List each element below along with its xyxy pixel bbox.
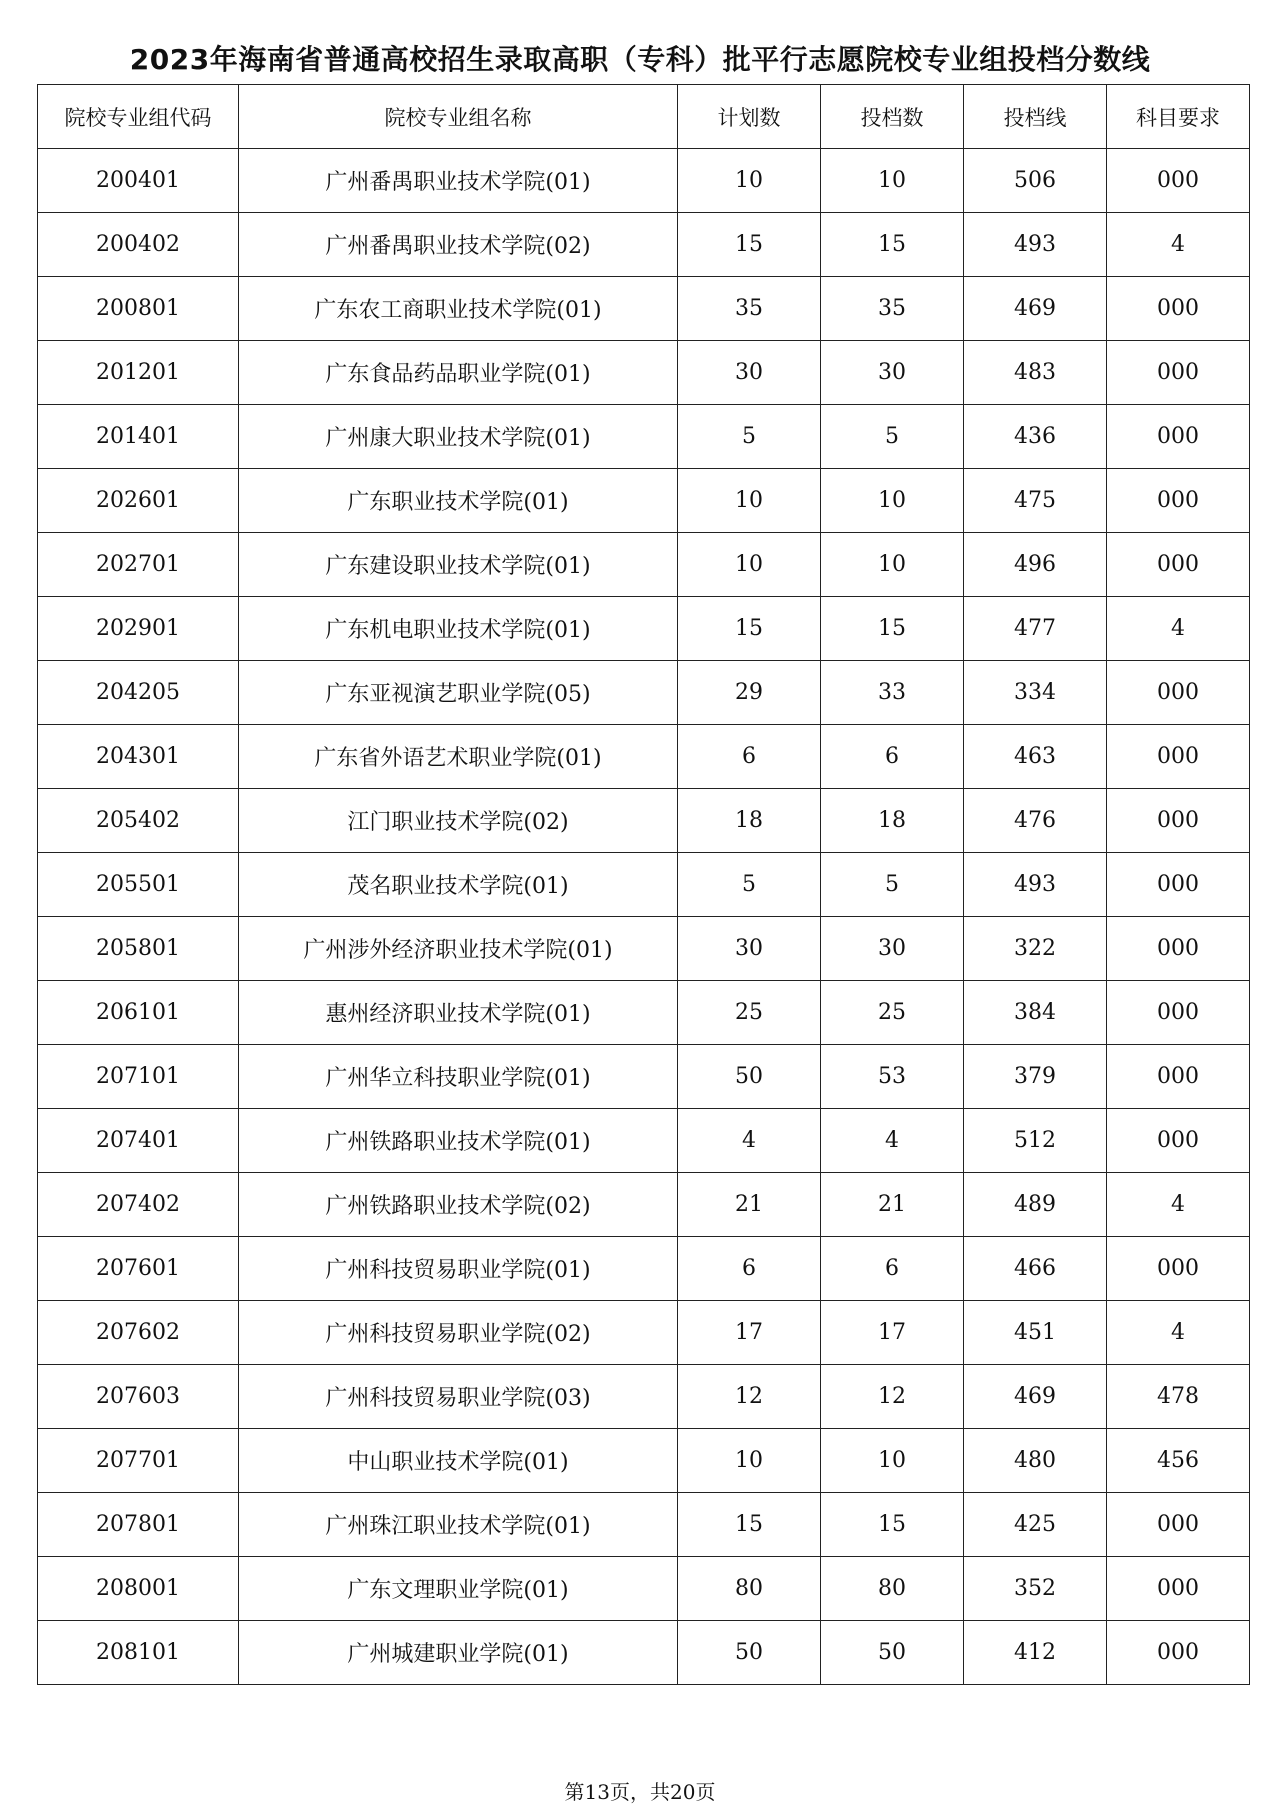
group-code-cell: 202701	[38, 533, 239, 597]
score-line-cell: 480	[964, 1429, 1107, 1493]
admit-count-cell: 6	[821, 1237, 964, 1301]
admit-count-cell: 17	[821, 1301, 964, 1365]
plan-count-cell: 29	[678, 661, 821, 725]
table-row	[38, 1173, 1250, 1237]
group-name-cell: 惠州经济职业技术学院(01)	[239, 981, 678, 1045]
admit-count-cell: 10	[821, 149, 964, 213]
table-row	[38, 277, 1250, 341]
table-row	[38, 1045, 1250, 1109]
subject-req-cell: 000	[1107, 981, 1250, 1045]
group-name-cell: 广东农工商职业技术学院(01)	[239, 277, 678, 341]
table-row	[38, 1429, 1250, 1493]
group-code-cell: 207101	[38, 1045, 239, 1109]
plan-count-cell: 5	[678, 405, 821, 469]
group-code-cell: 208001	[38, 1557, 239, 1621]
admit-count-cell: 10	[821, 533, 964, 597]
group-code-cell: 201401	[38, 405, 239, 469]
table-row	[38, 661, 1250, 725]
group-code-cell: 207603	[38, 1365, 239, 1429]
admit-count-cell: 5	[821, 853, 964, 917]
group-code-cell: 200401	[38, 149, 239, 213]
group-name-cell: 广东文理职业学院(01)	[239, 1557, 678, 1621]
group-code-cell: 202901	[38, 597, 239, 661]
table-row	[38, 213, 1250, 277]
group-name-cell: 广州铁路职业技术学院(01)	[239, 1109, 678, 1173]
admit-count-cell: 33	[821, 661, 964, 725]
group-code-cell: 208101	[38, 1621, 239, 1685]
score-line-cell: 436	[964, 405, 1107, 469]
score-line-cell: 496	[964, 533, 1107, 597]
table-row	[38, 533, 1250, 597]
group-name-cell: 广东省外语艺术职业学院(01)	[239, 725, 678, 789]
subject-req-cell: 000	[1107, 917, 1250, 981]
subject-req-cell: 478	[1107, 1365, 1250, 1429]
header-subject-req: 科目要求	[1107, 85, 1250, 149]
table-row	[38, 1109, 1250, 1173]
group-name-cell: 广州科技贸易职业学院(03)	[239, 1365, 678, 1429]
group-name-cell: 中山职业技术学院(01)	[239, 1429, 678, 1493]
plan-count-cell: 10	[678, 533, 821, 597]
subject-req-cell: 456	[1107, 1429, 1250, 1493]
admit-count-cell: 5	[821, 405, 964, 469]
admit-count-cell: 10	[821, 1429, 964, 1493]
subject-req-cell: 000	[1107, 1557, 1250, 1621]
subject-req-cell: 000	[1107, 789, 1250, 853]
group-name-cell: 广州科技贸易职业学院(01)	[239, 1237, 678, 1301]
subject-req-cell: 4	[1107, 597, 1250, 661]
score-line-cell: 475	[964, 469, 1107, 533]
group-name-cell: 广州科技贸易职业学院(02)	[239, 1301, 678, 1365]
group-code-cell: 205402	[38, 789, 239, 853]
admit-count-cell: 18	[821, 789, 964, 853]
plan-count-cell: 6	[678, 1237, 821, 1301]
group-name-cell: 广东机电职业技术学院(01)	[239, 597, 678, 661]
group-name-cell: 广州铁路职业技术学院(02)	[239, 1173, 678, 1237]
group-name-cell: 广东职业技术学院(01)	[239, 469, 678, 533]
score-line-cell: 334	[964, 661, 1107, 725]
score-line-cell: 352	[964, 1557, 1107, 1621]
score-line-cell: 469	[964, 1365, 1107, 1429]
admit-count-cell: 15	[821, 1493, 964, 1557]
score-line-cell: 506	[964, 149, 1107, 213]
admit-count-cell: 30	[821, 917, 964, 981]
plan-count-cell: 21	[678, 1173, 821, 1237]
score-table	[37, 84, 1250, 1685]
subject-req-cell: 000	[1107, 661, 1250, 725]
group-code-cell: 207401	[38, 1109, 239, 1173]
group-name-cell: 广州珠江职业技术学院(01)	[239, 1493, 678, 1557]
header-group-code: 院校专业组代码	[38, 85, 239, 149]
group-name-cell: 广州城建职业学院(01)	[239, 1621, 678, 1685]
plan-count-cell: 10	[678, 469, 821, 533]
plan-count-cell: 80	[678, 1557, 821, 1621]
score-line-cell: 483	[964, 341, 1107, 405]
table-row	[38, 405, 1250, 469]
table-row	[38, 597, 1250, 661]
subject-req-cell: 000	[1107, 1621, 1250, 1685]
plan-count-cell: 30	[678, 341, 821, 405]
admit-count-cell: 21	[821, 1173, 964, 1237]
subject-req-cell: 000	[1107, 1045, 1250, 1109]
score-line-cell: 469	[964, 277, 1107, 341]
table-row	[38, 1301, 1250, 1365]
admit-count-cell: 15	[821, 597, 964, 661]
subject-req-cell: 000	[1107, 533, 1250, 597]
group-name-cell: 广东亚视演艺职业学院(05)	[239, 661, 678, 725]
subject-req-cell: 000	[1107, 469, 1250, 533]
group-code-cell: 205501	[38, 853, 239, 917]
group-code-cell: 207701	[38, 1429, 239, 1493]
page-title: 2023年海南省普通高校招生录取高职（专科）批平行志愿院校专业组投档分数线	[129, 43, 1151, 76]
admit-count-cell: 25	[821, 981, 964, 1045]
table-row	[38, 1493, 1250, 1557]
admit-count-cell: 12	[821, 1365, 964, 1429]
score-line-cell: 463	[964, 725, 1107, 789]
group-code-cell: 202601	[38, 469, 239, 533]
score-line-cell: 466	[964, 1237, 1107, 1301]
table-row	[38, 1557, 1250, 1621]
plan-count-cell: 10	[678, 149, 821, 213]
score-line-cell: 322	[964, 917, 1107, 981]
score-line-cell: 379	[964, 1045, 1107, 1109]
score-line-cell: 412	[964, 1621, 1107, 1685]
table-row	[38, 917, 1250, 981]
score-line-cell: 425	[964, 1493, 1107, 1557]
subject-req-cell: 000	[1107, 277, 1250, 341]
group-code-cell: 207402	[38, 1173, 239, 1237]
group-code-cell: 207801	[38, 1493, 239, 1557]
table-header-row	[38, 85, 1250, 149]
group-name-cell: 广州番禺职业技术学院(01)	[239, 149, 678, 213]
group-code-cell: 204301	[38, 725, 239, 789]
group-name-cell: 广东建设职业技术学院(01)	[239, 533, 678, 597]
subject-req-cell: 4	[1107, 1301, 1250, 1365]
table-row	[38, 341, 1250, 405]
group-name-cell: 江门职业技术学院(02)	[239, 789, 678, 853]
plan-count-cell: 6	[678, 725, 821, 789]
admit-count-cell: 4	[821, 1109, 964, 1173]
plan-count-cell: 18	[678, 789, 821, 853]
plan-count-cell: 10	[678, 1429, 821, 1493]
plan-count-cell: 4	[678, 1109, 821, 1173]
header-admit-count: 投档数	[821, 85, 964, 149]
subject-req-cell: 000	[1107, 725, 1250, 789]
plan-count-cell: 15	[678, 597, 821, 661]
plan-count-cell: 50	[678, 1621, 821, 1685]
table-row	[38, 853, 1250, 917]
admit-count-cell: 15	[821, 213, 964, 277]
subject-req-cell: 000	[1107, 1237, 1250, 1301]
group-name-cell: 茂名职业技术学院(01)	[239, 853, 678, 917]
plan-count-cell: 15	[678, 213, 821, 277]
plan-count-cell: 25	[678, 981, 821, 1045]
score-line-cell: 493	[964, 853, 1107, 917]
score-line-cell: 489	[964, 1173, 1107, 1237]
group-code-cell: 206101	[38, 981, 239, 1045]
subject-req-cell: 000	[1107, 853, 1250, 917]
group-name-cell: 广州番禺职业技术学院(02)	[239, 213, 678, 277]
subject-req-cell: 4	[1107, 1173, 1250, 1237]
admit-count-cell: 50	[821, 1621, 964, 1685]
table-row	[38, 149, 1250, 213]
score-line-cell: 476	[964, 789, 1107, 853]
group-code-cell: 200801	[38, 277, 239, 341]
admit-count-cell: 80	[821, 1557, 964, 1621]
subject-req-cell: 000	[1107, 405, 1250, 469]
subject-req-cell: 000	[1107, 1109, 1250, 1173]
header-plan-count: 计划数	[678, 85, 821, 149]
table-row	[38, 725, 1250, 789]
plan-count-cell: 12	[678, 1365, 821, 1429]
table-row	[38, 469, 1250, 533]
table-row	[38, 1365, 1250, 1429]
subject-req-cell: 000	[1107, 1493, 1250, 1557]
score-line-cell: 512	[964, 1109, 1107, 1173]
subject-req-cell: 000	[1107, 341, 1250, 405]
subject-req-cell: 4	[1107, 213, 1250, 277]
table-row	[38, 789, 1250, 853]
page-number: 第13页，共20页	[564, 1780, 716, 1804]
score-line-cell: 451	[964, 1301, 1107, 1365]
header-group-name: 院校专业组名称	[239, 85, 678, 149]
subject-req-cell: 000	[1107, 149, 1250, 213]
group-code-cell: 201201	[38, 341, 239, 405]
group-name-cell: 广州华立科技职业学院(01)	[239, 1045, 678, 1109]
plan-count-cell: 50	[678, 1045, 821, 1109]
plan-count-cell: 15	[678, 1493, 821, 1557]
header-score-line: 投档线	[964, 85, 1107, 149]
group-code-cell: 204205	[38, 661, 239, 725]
group-name-cell: 广州康大职业技术学院(01)	[239, 405, 678, 469]
group-code-cell: 205801	[38, 917, 239, 981]
plan-count-cell: 17	[678, 1301, 821, 1365]
admit-count-cell: 53	[821, 1045, 964, 1109]
table-row	[38, 1621, 1250, 1685]
score-line-cell: 384	[964, 981, 1107, 1045]
score-line-cell: 493	[964, 213, 1107, 277]
plan-count-cell: 35	[678, 277, 821, 341]
group-code-cell: 200402	[38, 213, 239, 277]
group-name-cell: 广州涉外经济职业技术学院(01)	[239, 917, 678, 981]
admit-count-cell: 30	[821, 341, 964, 405]
table-row	[38, 1237, 1250, 1301]
group-name-cell: 广东食品药品职业学院(01)	[239, 341, 678, 405]
admit-count-cell: 35	[821, 277, 964, 341]
group-code-cell: 207602	[38, 1301, 239, 1365]
plan-count-cell: 30	[678, 917, 821, 981]
plan-count-cell: 5	[678, 853, 821, 917]
admit-count-cell: 6	[821, 725, 964, 789]
table-row	[38, 981, 1250, 1045]
admit-count-cell: 10	[821, 469, 964, 533]
group-code-cell: 207601	[38, 1237, 239, 1301]
table-body	[38, 149, 1250, 1685]
score-line-cell: 477	[964, 597, 1107, 661]
